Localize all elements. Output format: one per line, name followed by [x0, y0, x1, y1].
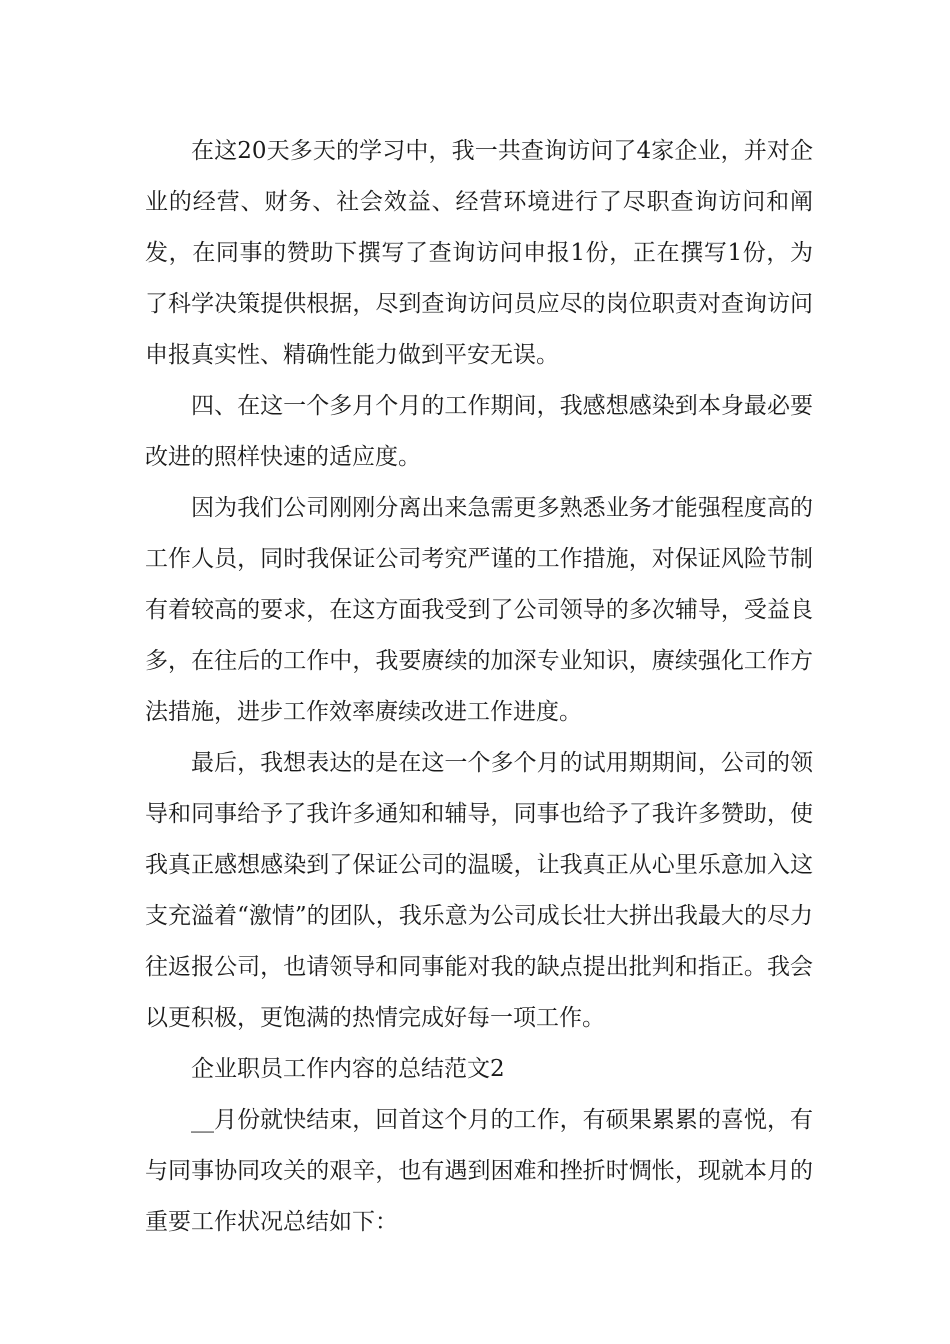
paragraph-company-requirements: 因为我们公司刚刚分离出来急需更多熟悉业务才能强程度高的工作人员，同时我保证公司考究严谨的工作措施，对保证风险节制有着较高的要求，在这方面我受到了公司领导的多次辅导，受益良多，在往后的工作中，我要赓续的加深专业知识，赓续强化工作方法措施，进步工作效率赓续改进工作进度。 [145, 495, 813, 725]
document-body [145, 126, 813, 1248]
paragraph-closing-thanks: 最后，我想表达的是在这一个多个月的试用期期间，公司的领导和同事给予了我许多通知和辅导，同事也给予了我许多赞助，使我真正感想感染到了保证公司的温暖，让我真正从心里乐意加入这支充溢着“激情”的团队，我乐意为公司成长壮大拼出我最大的尽力往返报公司，也请领导和同事能对我的缺点提出批判和指正。我会以更积极，更饱满的热情完成好每一项工作。 [145, 750, 813, 1031]
paragraph-research-summary: 在这20天多天的学习中，我一共查询访问了4家企业，并对企业的经营、财务、社会效益、经营环境进行了尽职查询访问和阐发，在同事的赞助下撰写了查询访问申报1份，正在撰写1份，为了科学决策提供根据，尽到查询访问员应尽的岗位职责对查询访问申报真实性、精确性能力做到平安无误。 [145, 138, 813, 368]
section-heading-sample-2: 企业职员工作内容的总结范文2 [191, 1056, 505, 1082]
paragraph-month-review: __月份就快结束，回首这个月的工作，有硕果累累的喜悦，有与同事协同攻关的艰辛，也有遇到困难和挫折时惆怅，现就本月的重要工作状况总结如下： [145, 1107, 813, 1235]
paragraph-point-four: 四、在这一个多月个月的工作期间，我感想感染到本身最必要改进的照样快速的适应度。 [145, 393, 813, 470]
